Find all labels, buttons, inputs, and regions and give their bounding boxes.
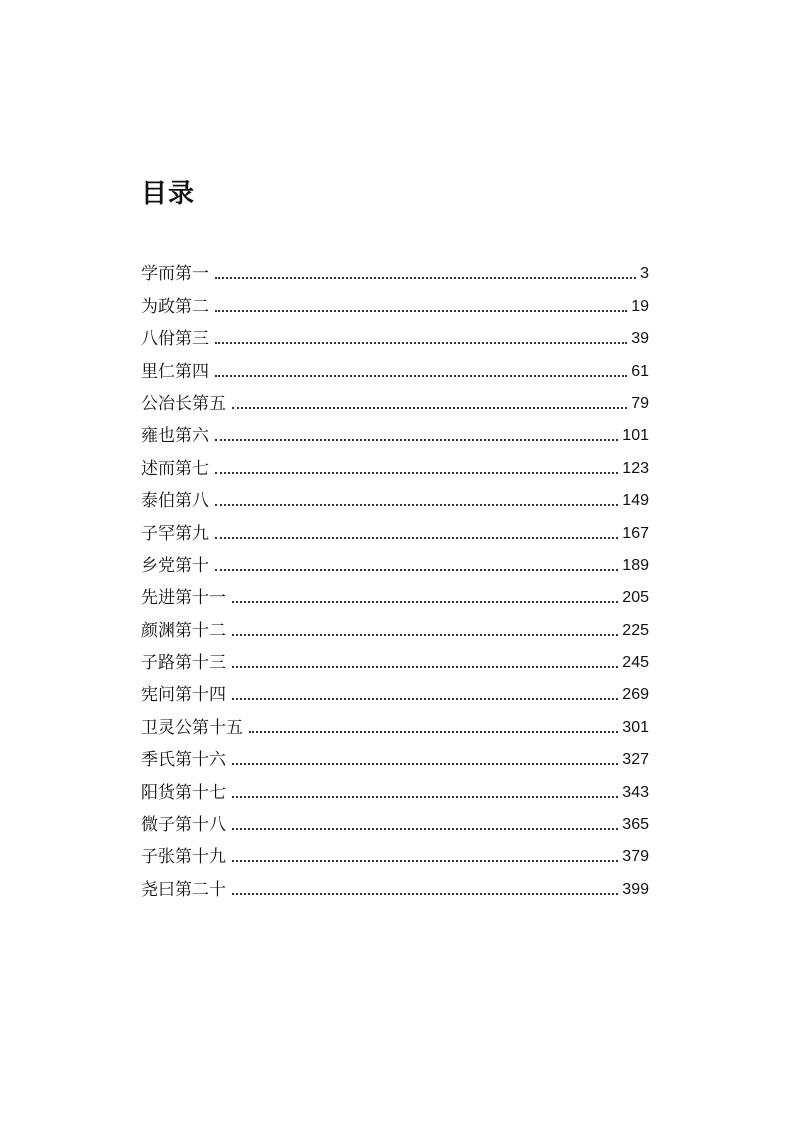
dot-leader (215, 438, 618, 441)
toc-entry-title: 季氏第十六 (141, 750, 226, 771)
toc-entry-title: 阳货第十七 (141, 782, 226, 803)
toc-entry[interactable] (141, 481, 649, 513)
dot-leader (215, 568, 618, 571)
dot-leader (232, 827, 618, 830)
toc-entry-title: 宪问第十四 (141, 685, 226, 706)
toc-entry[interactable] (141, 643, 649, 675)
toc-entry-title: 尧曰第二十 (141, 879, 226, 900)
dot-leader (232, 600, 618, 603)
toc-entry-page: 3 (640, 265, 649, 283)
toc-entry[interactable] (141, 416, 649, 448)
dot-leader (232, 859, 618, 862)
toc-entry[interactable] (141, 578, 649, 610)
toc-entry-page: 189 (622, 556, 649, 574)
dot-leader (215, 341, 627, 344)
toc-entry-title: 乡党第十 (141, 555, 209, 576)
toc-entry-title: 里仁第四 (141, 361, 209, 382)
toc-entry[interactable] (141, 513, 649, 545)
toc-entry[interactable] (141, 254, 649, 286)
toc-list (141, 254, 649, 902)
toc-entry-title: 学而第一 (141, 264, 209, 285)
toc-entry-page: 205 (622, 589, 649, 607)
toc-entry-title: 先进第十一 (141, 588, 226, 609)
dot-leader (232, 406, 627, 409)
toc-entry[interactable] (141, 286, 649, 318)
dot-leader (232, 892, 618, 895)
dot-leader (232, 697, 618, 700)
dot-leader (215, 503, 618, 506)
toc-entry-page: 149 (622, 492, 649, 510)
toc-entry-title: 子罕第九 (141, 523, 209, 544)
dot-leader (215, 309, 627, 312)
toc-entry[interactable] (141, 707, 649, 739)
toc-entry-page: 245 (622, 654, 649, 672)
dot-leader (232, 633, 618, 636)
toc-entry[interactable] (141, 448, 649, 480)
toc-entry-title: 八佾第三 (141, 329, 209, 350)
toc-entry-title: 公冶长第五 (141, 393, 226, 414)
toc-entry[interactable] (141, 546, 649, 578)
toc-entry[interactable] (141, 869, 649, 901)
toc-entry-page: 79 (631, 394, 649, 412)
dot-leader (215, 536, 618, 539)
toc-entry-page: 343 (622, 783, 649, 801)
toc-entry-page: 39 (631, 330, 649, 348)
toc-entry-title: 卫灵公第十五 (141, 717, 243, 738)
toc-entry-page: 301 (622, 718, 649, 736)
dot-leader (215, 471, 618, 474)
toc-entry[interactable] (141, 384, 649, 416)
toc-entry[interactable] (141, 675, 649, 707)
toc-entry[interactable] (141, 319, 649, 351)
toc-entry-title: 为政第二 (141, 296, 209, 317)
toc-entry-title: 颜渊第十二 (141, 620, 226, 641)
dot-leader (232, 665, 618, 668)
toc-entry-page: 19 (631, 297, 649, 315)
toc-entry-page: 365 (622, 816, 649, 834)
toc-entry-page: 269 (622, 686, 649, 704)
toc-entry-page: 101 (622, 427, 649, 445)
toc-entry-page: 399 (622, 880, 649, 898)
page-title: 目录 (141, 179, 196, 209)
toc-entry-title: 雍也第六 (141, 426, 209, 447)
dot-leader (249, 730, 618, 733)
toc-entry[interactable] (141, 805, 649, 837)
toc-entry-page: 225 (622, 621, 649, 639)
toc-entry[interactable] (141, 351, 649, 383)
toc-entry-title: 泰伯第八 (141, 491, 209, 512)
dot-leader (215, 276, 636, 279)
toc-entry[interactable] (141, 772, 649, 804)
dot-leader (232, 762, 618, 765)
toc-entry-page: 123 (622, 459, 649, 477)
toc-entry[interactable] (141, 837, 649, 869)
toc-entry-title: 子张第十九 (141, 847, 226, 868)
dot-leader (232, 795, 618, 798)
dot-leader (215, 374, 627, 377)
toc-entry-page: 167 (622, 524, 649, 542)
toc-entry-page: 379 (622, 848, 649, 866)
toc-entry-title: 微子第十八 (141, 815, 226, 836)
toc-entry-title: 述而第七 (141, 458, 209, 479)
toc-entry-title: 子路第十三 (141, 653, 226, 674)
toc-entry[interactable] (141, 610, 649, 642)
toc-entry-page: 327 (622, 751, 649, 769)
toc-entry[interactable] (141, 740, 649, 772)
toc-entry-page: 61 (631, 362, 649, 380)
